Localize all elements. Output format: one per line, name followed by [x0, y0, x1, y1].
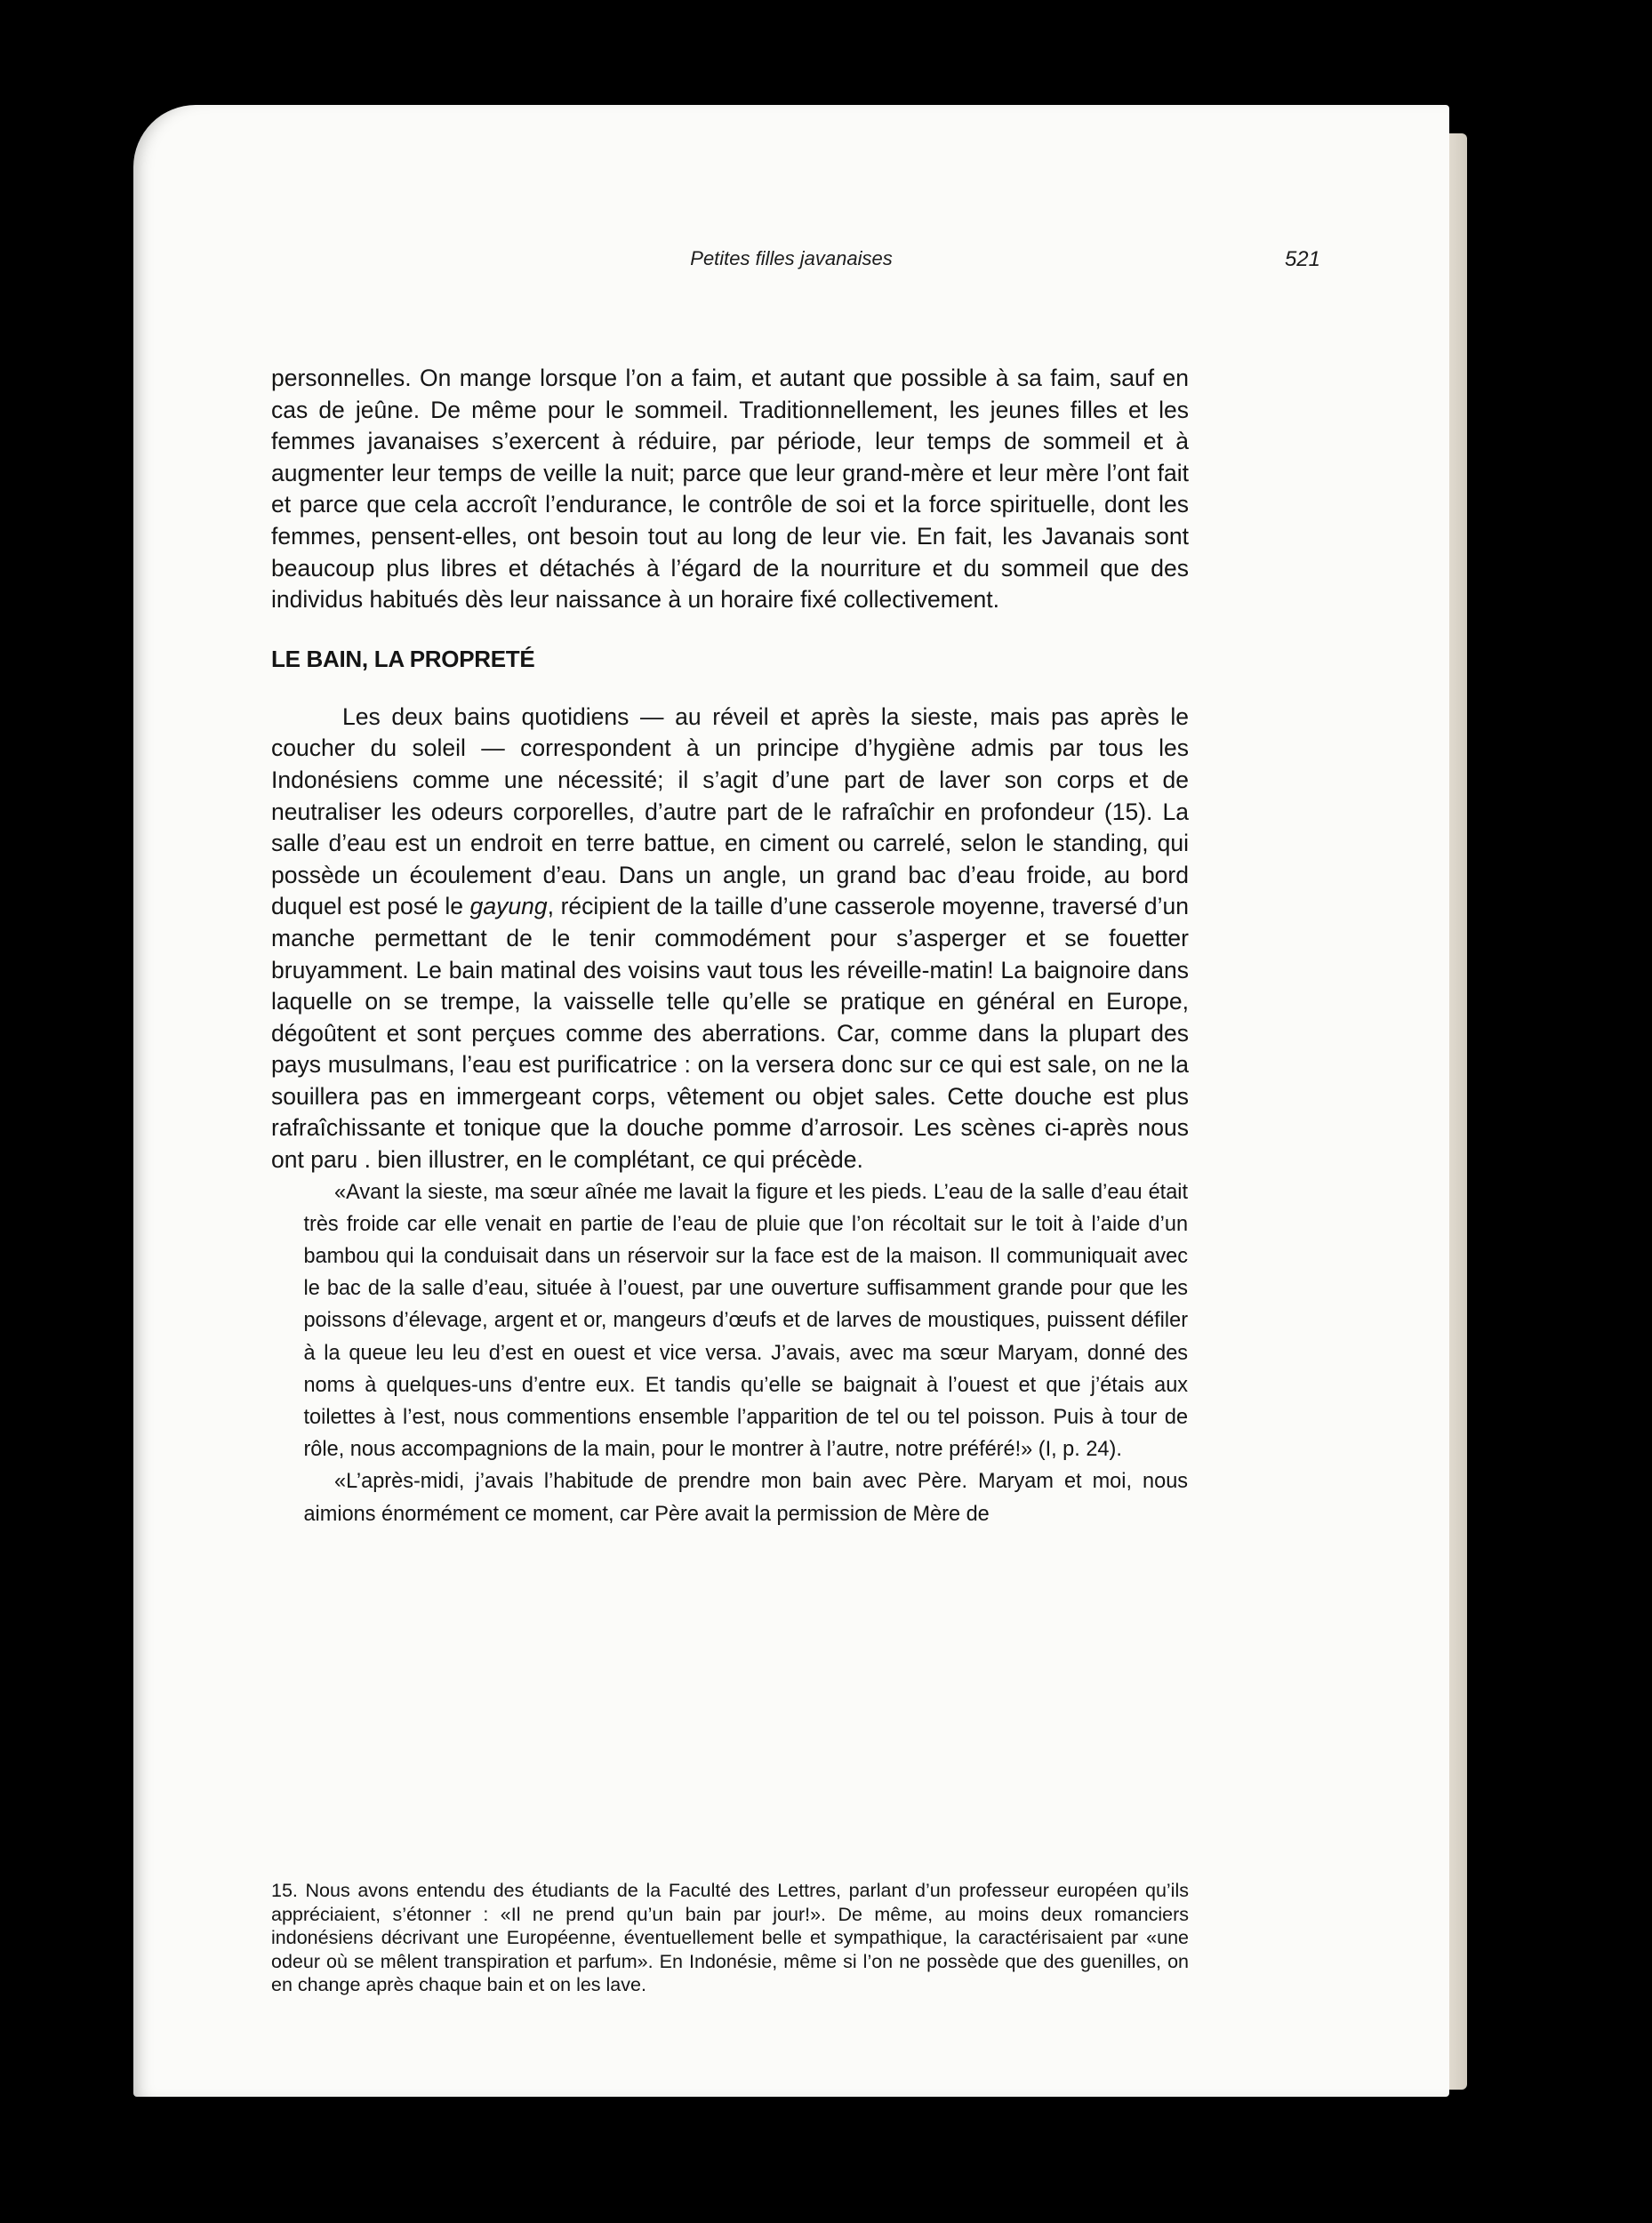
- paragraph-bath-text-2: , récipient de la taille d’une casserole moyenne, traversé d’un manche permettant de le tenir commodément pour s’asperger et se fouetter bruyamment. Le bain matinal des voisins vaut tous les réveille-matin! La baignoire dans laquelle on se trempe, la vaisselle telle qu’elle se pratique en général en Europe, dégoûtent et sont perçues comme des aberrations. Car, comme dans la plupart des pays musulmans, l’eau est purificatrice : on la versera donc sur ce qui est sale, on ne la souillera pas en immergeant corps, vêtement ou objet sales. Cette douche est plus rafraîchissante et tonique que la douche pomme d’arrosoir. Les scènes ci-après nous ont paru . bien illustrer, en le complétant, ce qui précède.: [271, 893, 1190, 1174]
- section-heading: LE BAIN, LA PROPRETÉ: [271, 645, 535, 672]
- quote-before-nap: «Avant la sieste, ma sœur aînée me lavait la figure et les pieds. L’eau de la salle d’eau était très froide car elle venait en partie de l’eau de pluie que l’on récoltait sur le toit à l’aide d’un bambou qui la conduisait dans un réservoir sur la face est de la maison. Il communiquait avec le bac de la salle d’eau, située à l’ouest, par une ouverture suffisamment grande pour que les poissons d’élevage, argent et or, mangeurs d’œufs et de larves de moustiques, puissent défiler à la queue leu leu d’est en ouest et vice versa. J’avais, avec ma sœur Maryam, donné des noms à quelques-uns d’entre eux. Et tandis qu’elle se baignait à l’ouest et que j’étais aux toilettes à l’est, nous commentions ensemble l’apparition de tel ou tel poisson. Puis à tour de rôle, nous accompagnions de la main, pour le montrer à l’autre, notre préféré!» (I, p. 24).: [303, 1179, 1189, 1462]
- body-text: [271, 363, 1189, 1530]
- gayung-term: gayung: [469, 893, 548, 920]
- paragraph-bath-text-1: Les deux bains quotidiens — au réveil et après la sieste, mais pas après le coucher du soleil — correspondent à un principe d’hygiène admis par tous les Indonésiens comme une nécessité; il s’agit d’une part de laver son corps et de neutraliser les odeurs corporelles, d’autre part de le rafraîchir en profondeur (15). La salle d’eau est un endroit en terre battue, en ciment ou carrelé, selon le standing, qui possède un écoulement d’eau. Dans un angle, un grand bac d’eau froide, au bord duquel est posé le: [271, 702, 1189, 920]
- running-title: Petites filles javanaises: [690, 247, 893, 269]
- paragraph-sleep: personnelles. On mange lorsque l’on a faim, et autant que possible à sa faim, sauf en cas de jeûne. De même pour le sommeil. Traditionnellement, les jeunes filles et les femmes javanaises s’exercent à réduire, par période, leur temps de sommeil et à augmenter leur temps de veille la nuit; parce que leur grand-mère et leur mère l’ont fait et parce que cela accroît l’endurance, le contrôle de soi et la force spirituelle, dont les femmes, pensent-elles, ont besoin tout au long de leur vie. En fait, les Javanais sont beaucoup plus libres et détachés à l’égard de la nourriture et du sommeil que des individus habitués dès leur naissance à un horaire fixé collectivement.: [271, 365, 1189, 614]
- page-number: 521: [1284, 247, 1320, 271]
- footnote-15: 15. Nous avons entendu des étudiants de la Faculté des Lettres, parlant d’un professeur européen qu’ils appréciaient, s’étonner : «Il ne prend qu’un bain par jour!». De même, au moins deux romanciers indonésiens décrivant une Européenne, éventuellement belle et sympathique, la caractérisaient par «une odeur où se mêlent transpiration et parfum». En Indonésie, même si l’on ne possède que des guenilles, on en change après chaque bain et on les lave.: [271, 1880, 1189, 1995]
- book-page: [133, 105, 1449, 2097]
- paragraph-bath: [271, 702, 1189, 1176]
- page-header: [267, 247, 1320, 283]
- quote-afternoon: «L’après-midi, j’avais l’habitude de prendre mon bain avec Père. Maryam et moi, nous aimions énormément ce moment, car Père avait la permission de Mère de: [303, 1469, 1189, 1526]
